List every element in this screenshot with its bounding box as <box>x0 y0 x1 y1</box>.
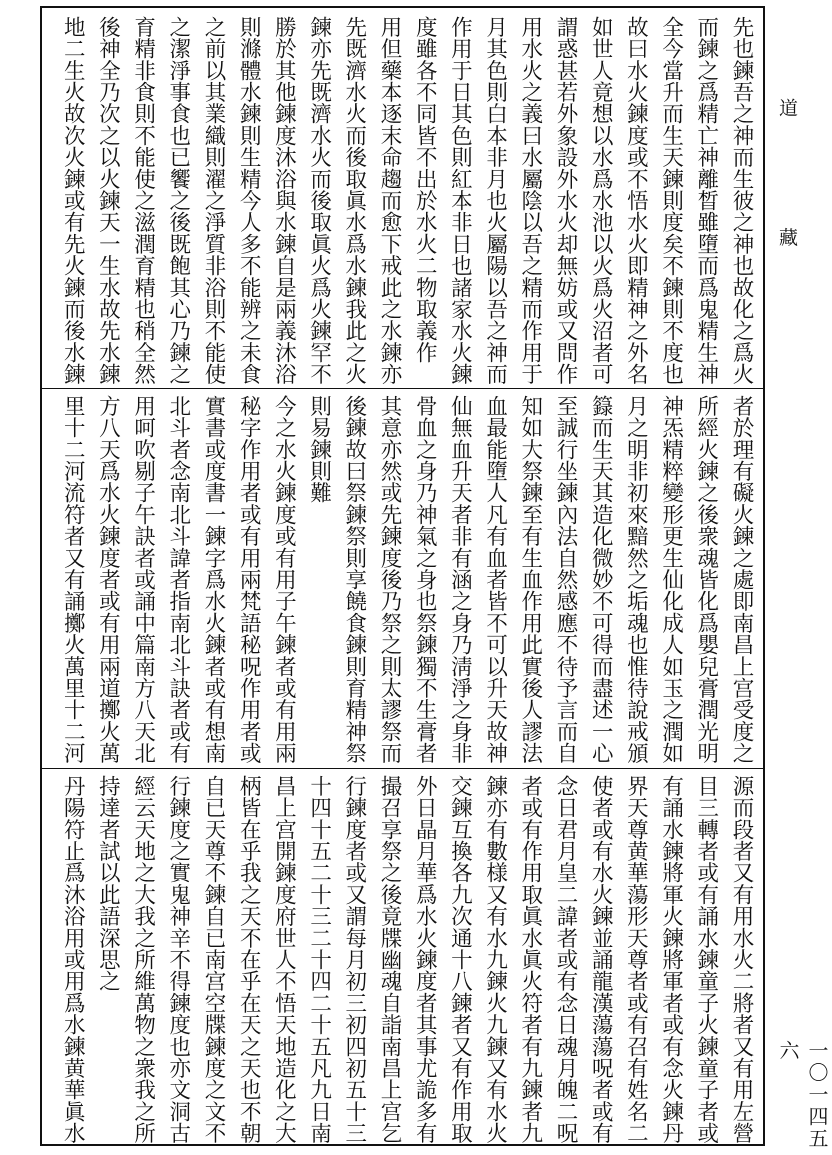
text-column: 勝於其他鍊度沐浴與水鍊自是兩義沐浴 <box>271 16 297 385</box>
text-column: 月其色則白本非月也火屬陽以吾之神而 <box>482 16 508 385</box>
text-column: 之潔淨事食也已饗之後既飽其心乃鍊之 <box>165 16 191 385</box>
register-middle <box>40 388 765 764</box>
text-column: 實書或度書一鍊字爲水火鍊者或有想南 <box>201 395 226 764</box>
text-column: 月之明非初來黯然之垢魂也惟待說戒頒 <box>623 395 649 764</box>
text-column: 血最能墮人凡有血者皆不可以升天故神 <box>482 395 508 764</box>
collection-title: 道 藏 <box>776 98 798 299</box>
text-column: 丹陽符止爲沐浴用或用爲水鍊黄華眞水 <box>60 775 86 1144</box>
text-column: 界天尊黄華蕩形天尊者或有召有姓名二 <box>623 775 649 1144</box>
text-column: 先也鍊吾之神而生彼之神也故化之爲火 <box>729 16 754 385</box>
text-column: 自已天尊不鍊自已南宫空牒鍊度之文不 <box>201 775 226 1144</box>
text-column: 柄皆在乎我之天不在乎在天之天也不朝 <box>236 775 262 1144</box>
text-column: 仙無血升天者非有涵之身乃淸淨之身非 <box>447 395 473 764</box>
text-column: 地二生火故次火鍊或有先火鍊而後水鍊 <box>60 16 86 385</box>
text-column: 謂惑甚若外象設外水火却無妨或又問作 <box>553 16 578 385</box>
text-column: 後鍊故曰祭鍊祭則享饒食鍊則育精神祭 <box>341 395 367 764</box>
register-bottom <box>40 768 765 1144</box>
text-column: 用呵吹剔子午訣者或誦中篇南方八天北 <box>130 395 156 764</box>
text-column: 十四十五二十三二十四二十五凡九日南 <box>306 775 332 1144</box>
text-column: 全今當升而生天鍊則度矣不鍊則不度也 <box>658 16 684 385</box>
text-column: 至誠行坐鍊內法自然感應不待予言而自 <box>553 395 578 764</box>
text-column: 育精非食則不能使之滋潤育精也稍全然 <box>130 16 156 385</box>
text-column: 目三轉者或有誦水鍊童子火鍊童子者或 <box>693 775 719 1144</box>
text-column: 如世人竟想以水爲水池以火爲火沼者可 <box>588 16 614 385</box>
text-column: 經云天地之大我之所維萬物之衆我之所 <box>130 775 156 1144</box>
text-column: 撮召享祭之後竟牒幽魂自詣南昌上宫乞 <box>377 775 402 1144</box>
text-column: 念日君月皇二諱者或有念日魂月魄二呪 <box>553 775 578 1144</box>
text-column: 故曰水火鍊度或不悟水火即精神之外名 <box>623 16 649 385</box>
text-column: 用但藥本逐末命趨而愈下戒此之水鍊亦 <box>377 16 402 385</box>
text-column: 鍊亦先既濟水火而後取眞火爲火鍊罕不 <box>306 16 332 385</box>
text-column: 外日晶月華爲水火鍊度者其事尤詭多有 <box>412 775 438 1144</box>
text-column: 先既濟水火而後取眞水爲水鍊我此之火 <box>341 16 367 385</box>
text-column: 使者或有水火鍊並誦龍漢蕩蕩呪者或有 <box>588 775 614 1144</box>
text-column: 者於理有礙火鍊之處即南昌上宫受度之 <box>729 395 754 764</box>
text-column: 骨血之身乃神氣之身也祭鍊獨不生膏者 <box>412 395 438 764</box>
text-column: 而鍊之爲精亡神離晳雖墮而爲鬼精生神 <box>693 16 719 385</box>
text-column: 行鍊度者或又謂每月初三初四初五十三 <box>341 775 367 1144</box>
text-column: 交鍊互換各九次通十八鍊者又有作用取 <box>447 775 473 1144</box>
text-column: 持達者試以此語深思之 <box>95 775 121 992</box>
text-column: 則易鍊則難 <box>306 395 332 504</box>
text-column: 用水火之義曰水屬陰以吾之精而作用于 <box>517 16 543 385</box>
text-column: 神炁精粹變形更生仙化成人如玉之潤如 <box>658 395 684 764</box>
text-column: 則滌體水鍊則生精今人多不能辨之未食 <box>236 16 262 385</box>
text-column: 昌上宫開鍊度府世人不悟天地造化之大 <box>271 775 297 1144</box>
text-column: 作用于日其色則紅本非日也諸家水火鍊 <box>447 16 473 385</box>
text-column: 度雖各不同皆不出於水火二物取義作 <box>412 16 438 364</box>
text-column: 方八天爲水火鍊度者或有用兩道擲火萬 <box>95 395 121 764</box>
text-column: 鍊亦有數様又有水九鍊火九鍊又有水火 <box>482 775 508 1144</box>
text-column: 里十二河流符者又有誦擲火萬里十二河 <box>60 395 86 764</box>
text-column: 源而段者又有用水火二將者又有用左營 <box>729 775 754 1144</box>
text-column: 有誦水鍊將軍火鍊將軍者或有念火鍊丹 <box>658 775 684 1144</box>
text-column: 北斗者念南北斗諱者指南北斗訣者或有 <box>165 395 191 764</box>
text-column: 所經火鍊之後衆魂皆化爲嬰兒膏潤光明 <box>693 395 719 764</box>
text-column: 之前以其業織則濯之淨質非浴則不能使 <box>201 16 226 385</box>
text-column: 籙而生天其造化微妙不可得而盡述一心 <box>588 395 614 764</box>
text-column: 者或有作用取眞水眞火符者有九鍊者九 <box>517 775 543 1144</box>
right-margin <box>770 0 829 1155</box>
text-column: 今之水火鍊度或有用子午鍊者或有用兩 <box>271 395 297 764</box>
text-column: 其意亦然或先鍊度後乃祭之則太謬祭而 <box>377 395 402 764</box>
text-column: 秘字作用者或有用兩梵語秘呪作用者或 <box>236 395 262 764</box>
register-top <box>40 10 765 386</box>
text-column: 後神全乃次之以火鍊天一生水故先水鍊 <box>95 16 121 385</box>
page-number: 一〇一四五六 <box>776 1040 829 1150</box>
text-column: 行鍊度之實鬼神辛不得鍊度也亦文洞古 <box>165 775 191 1144</box>
text-column: 知如大祭鍊至有生血作用此實後人謬法 <box>517 395 543 764</box>
